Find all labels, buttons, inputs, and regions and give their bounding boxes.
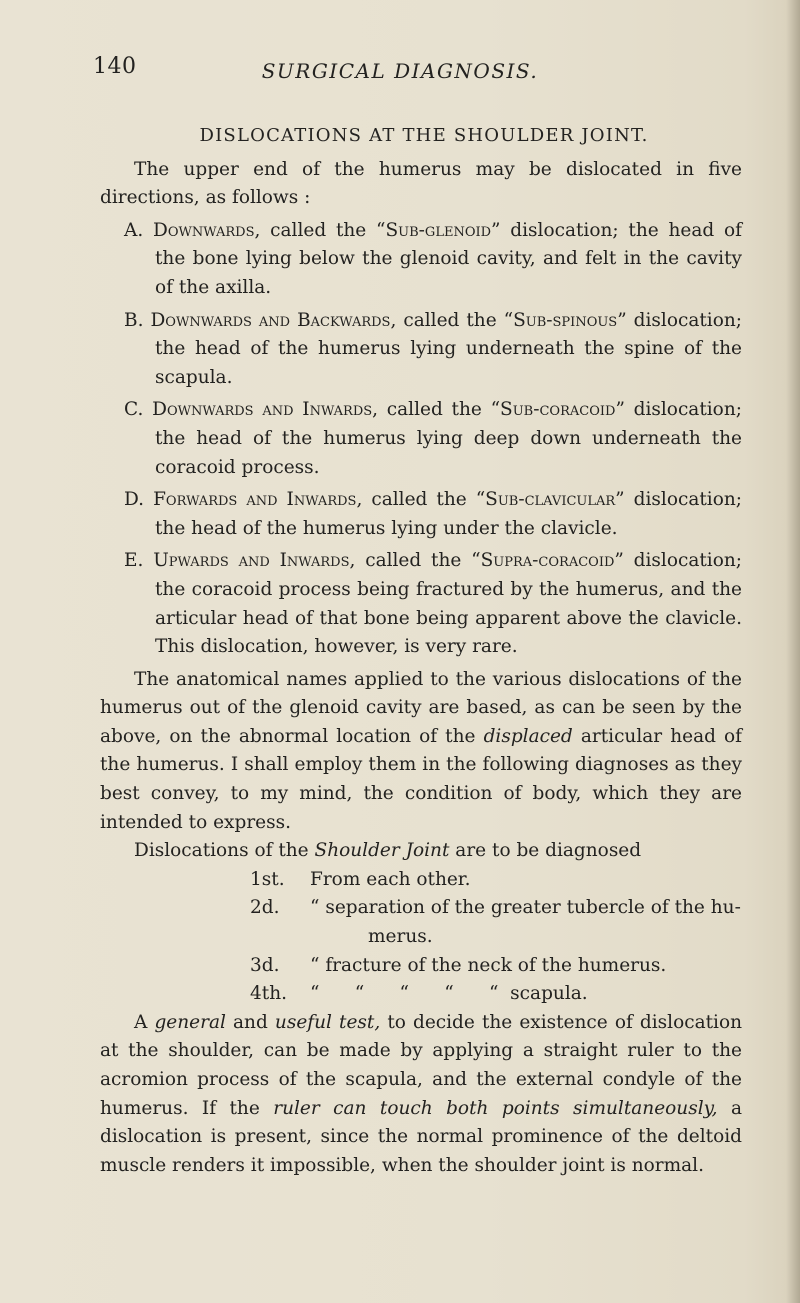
page-number: 140 (93, 54, 137, 79)
paragraph-ruler-test: A general and useful test, to decide the existence of dislocation at the shoulder, can be made by applying a straight ruler to the acromion process of the scapula, and the external condyle of the humerus. If the ruler can touch both points simultaneously, a dislocation is present, since the normal prominence of the deltoid muscle renders it impossible, when the shoulder joint is normal. (100, 1011, 743, 1176)
section-title: DISLOCATIONS AT THE SHOULDER JOINT. (199, 125, 649, 146)
diagnosis-intro: Dislocations of the Shoulder Joint are to be diagnosed (134, 840, 642, 862)
paragraph-anatomical-names: The anatomical names applied to the various dislocations of the humerus out of the glenoid cavity are based, as can be seen by the above, on the abnormal location of the displaced articular head of the humerus. I shall employ them in the following diagnoses as they best convey, to my mind, the condition of body, which they are intended to express. (100, 668, 742, 833)
list-item: 4th. “ “ “ “ “ scapula. (250, 983, 588, 1005)
intro-paragraph: The upper end of the humerus may be dislocated in five directions, as follows : (100, 158, 742, 209)
diagnosis-list (100, 866, 742, 1009)
list-item: 2d. “ separation of the greater tubercle of the hu- (250, 897, 741, 919)
running-title: SURGICAL DIAGNOSIS. (261, 59, 539, 83)
list-item: B. Downwards and Backwards, called the “Sub-spinous” dislocation; the head of the humerus lying underneath the spine of the scapula. (124, 309, 742, 388)
list-item: 1st. From each other. (250, 868, 471, 890)
list-item-continuation: merus. (368, 926, 433, 948)
list-item: 3d. “ fracture of the neck of the humerus. (250, 954, 667, 976)
list-item: E. Upwards and Inwards, called the “Supra-coracoid” dislocation; the coracoid process being fractured by the humerus, and the articular head of that bone being apparent above the clavicle. This dislocation, however, is very rare. (124, 550, 742, 658)
dislocation-list (100, 217, 742, 662)
list-item: C. Downwards and Inwards, called the “Sub-coracoid” dislocation; the head of the humerus lying deep down underneath the coracoid process. (124, 399, 742, 478)
list-item: A. Downwards, called the “Sub-glenoid” dislocation; the head of the bone lying below the glenoid cavity, and felt in the cavity of the axilla. (124, 219, 742, 298)
page-body (100, 122, 742, 1180)
page-edge-shadow (786, 0, 800, 1303)
list-item: D. Forwards and Inwards, called the “Sub-clavicular” dislocation; the head of the humerus lying under the clavicle. (124, 489, 742, 539)
